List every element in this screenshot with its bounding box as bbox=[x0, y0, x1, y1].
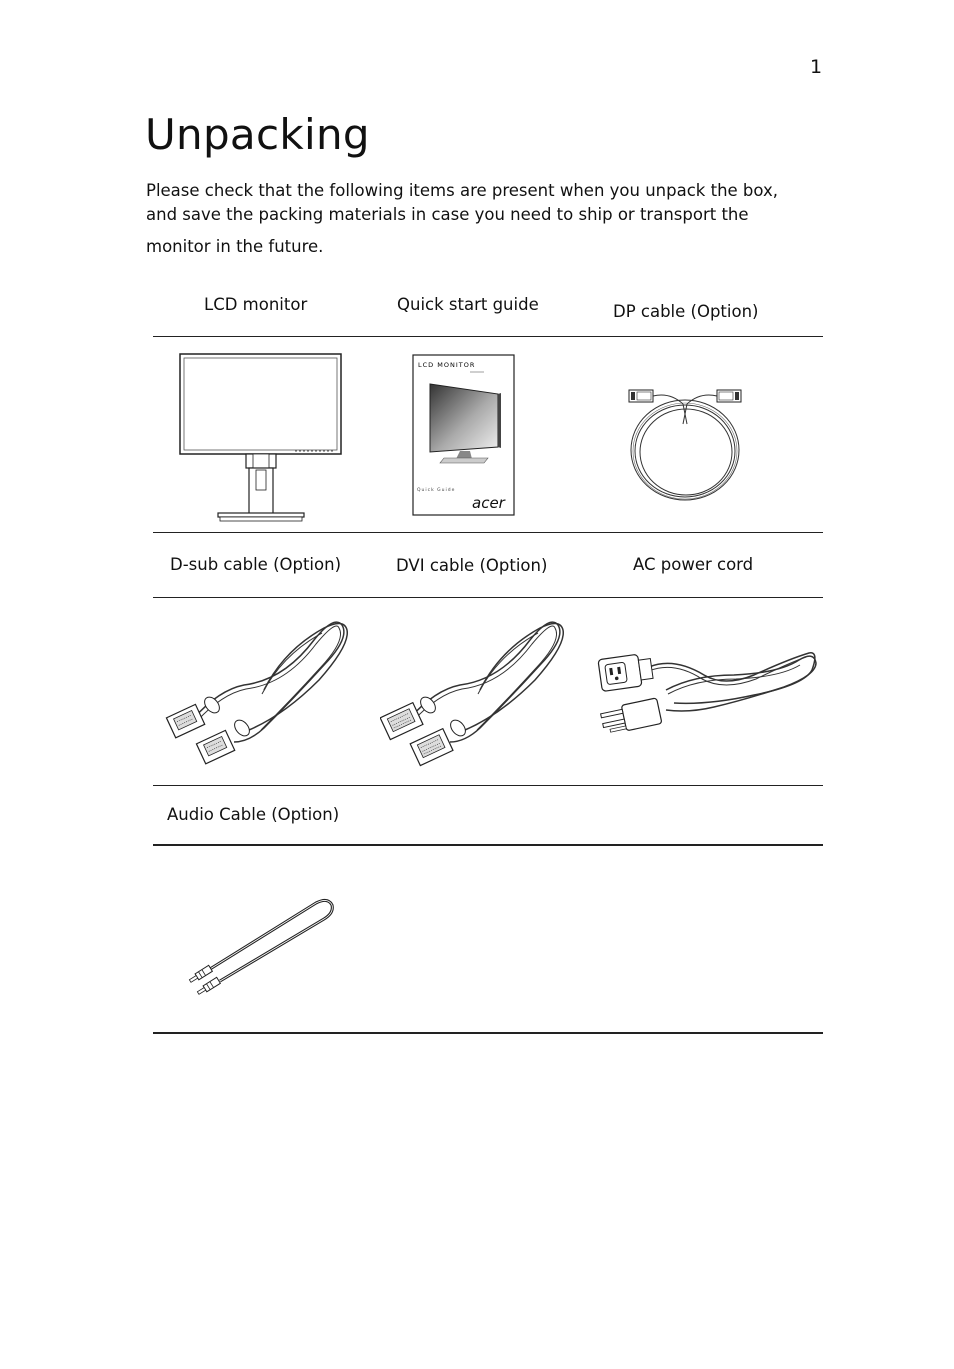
table-rule bbox=[153, 785, 823, 786]
lcd-monitor-illustration bbox=[175, 350, 347, 525]
dp-cable-illustration bbox=[625, 384, 749, 506]
item-label-dvi-cable: DVI cable (Option) bbox=[396, 556, 548, 575]
page-number: 1 bbox=[810, 56, 823, 78]
table-rule bbox=[153, 844, 823, 846]
item-label-lcd-monitor: LCD monitor bbox=[204, 295, 308, 314]
page-title: Unpacking bbox=[145, 110, 370, 159]
table-rule bbox=[153, 597, 823, 598]
table-rule bbox=[153, 1032, 823, 1034]
ac-power-cord-illustration bbox=[594, 645, 820, 740]
intro-line-3: monitor in the future. bbox=[146, 237, 324, 256]
item-label-dsub-cable: D-sub cable (Option) bbox=[170, 555, 342, 574]
intro-paragraph bbox=[146, 179, 826, 259]
table-rule bbox=[153, 336, 823, 337]
table-rule bbox=[153, 532, 823, 533]
dvi-cable-illustration bbox=[380, 610, 570, 770]
item-label-ac-power-cord: AC power cord bbox=[633, 555, 754, 574]
audio-cable-illustration bbox=[186, 893, 338, 997]
intro-line-1: Please check that the following items are present when you unpack the box, bbox=[146, 181, 778, 200]
guide-cover-heading: LCD MONITOR bbox=[418, 361, 476, 369]
dsub-cable-illustration bbox=[164, 610, 354, 770]
intro-line-2: and save the packing materials in case you need to ship or transport the bbox=[146, 205, 749, 224]
item-label-dp-cable: DP cable (Option) bbox=[613, 302, 759, 321]
quick-start-guide-illustration bbox=[412, 354, 516, 517]
item-label-quick-start-guide: Quick start guide bbox=[397, 295, 539, 314]
acer-logo: acer bbox=[472, 494, 505, 512]
guide-cover-subtitle: Quick Guide bbox=[417, 488, 456, 493]
item-label-audio-cable: Audio Cable (Option) bbox=[167, 805, 340, 824]
